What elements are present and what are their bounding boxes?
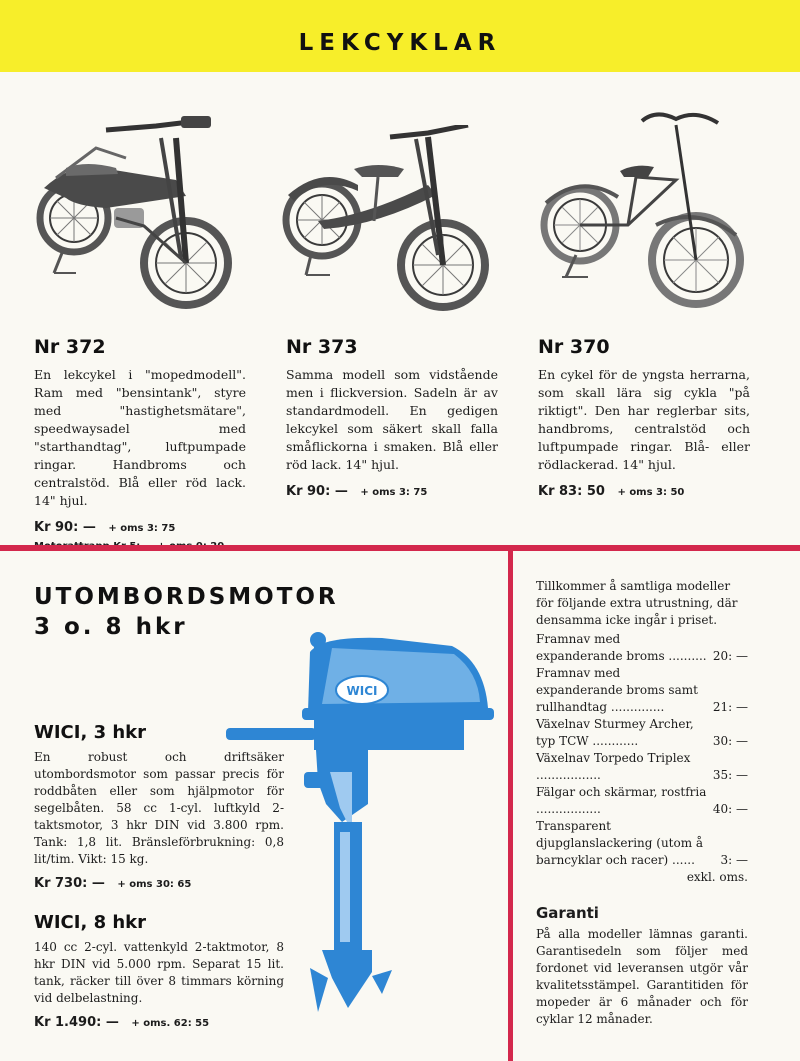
product-370	[538, 336, 750, 499]
bike-370-illustration	[536, 105, 751, 320]
extra-price: 30: —	[712, 734, 748, 748]
motor-title-line2: 3 o. 8 hkr	[34, 614, 188, 640]
product-price	[538, 484, 750, 499]
extra-name: Växelnav Sturmey Archer, typ TCW ............	[536, 717, 694, 748]
product-price	[34, 876, 284, 891]
guarantee-title: Garanti	[536, 904, 599, 922]
product-description: En cykel för de yngsta herrarna, som skall lära sig cykla "på riktigt". Den har reglerbar sits, handbroms, centralstöd och luftpumpade ringar. Blå- eller rödlackerad. 14" hjul.	[538, 367, 750, 472]
price-value: Kr 90: —	[34, 520, 96, 535]
product-description: Samma modell som vidstående men i flickversion. Sadeln är av standardmodell. En gedigen lekcykel som säkert skall falla småflickorna i smaken. Blå eller röd lack. 14" hjul.	[286, 367, 498, 472]
product-price	[34, 1015, 284, 1030]
motor-brand-label: WICI	[346, 684, 378, 698]
product-name: WICI, 3 hkr	[34, 722, 147, 743]
product-price	[286, 484, 498, 499]
motor-title-line1: UTOMBORDSMOTOR	[34, 584, 339, 610]
section-divider-vertical	[508, 551, 513, 1061]
product-wici-3	[34, 722, 284, 891]
list-item	[536, 716, 748, 750]
list-item	[536, 818, 748, 869]
header-banner	[0, 0, 800, 72]
extra-name: Framnav med expanderande broms samt rullhandtag ..............	[536, 666, 698, 714]
extras-price-list	[536, 578, 748, 886]
product-wici-8	[34, 912, 284, 1030]
product-number: Nr 370	[538, 336, 610, 358]
price-oms: + oms 3: 75	[108, 523, 176, 534]
product-number: Nr 372	[34, 336, 106, 358]
bike-372-illustration	[36, 108, 246, 323]
product-description: En lekcykel i "mopedmodell". Ram med "bensintank", styre med "hastighetsmätare", speedwaysadel med "starthandtag", luftpumpade ringar. Handbroms och centralstöd. Blå eller röd lack. 14" hjul.	[34, 367, 246, 508]
bike-373-illustration	[278, 125, 498, 315]
extra-price: 20: —	[712, 649, 748, 663]
product-number: Nr 373	[286, 336, 358, 358]
product-price	[34, 520, 246, 535]
section-divider-horizontal	[0, 545, 800, 551]
product-372	[34, 336, 246, 552]
extra-price: 40: —	[712, 802, 748, 816]
guarantee-text: På alla modeller lämnas garanti. Garantisedeln som följer med fordonet vid leveransen utgör vår kvalitetsstämpel. Garantitiden för mopeder är 6 månader och för cyklar 12 månader.	[536, 927, 748, 1026]
extra-price: 3: —	[720, 853, 748, 867]
price-value: Kr 1.490: —	[34, 1015, 119, 1030]
price-oms: + oms. 62: 55	[131, 1018, 210, 1029]
list-item	[536, 665, 748, 716]
price-value: Kr 83: 50	[538, 484, 605, 499]
product-373	[286, 336, 498, 499]
product-description: 140 cc 2-cyl. vattenkyld 2-taktmotor, 8 hkr DIN vid 5.000 rpm. Separat 15 lit. tank, räcker till över 8 timmars körning vid delbelastning.	[34, 940, 284, 1005]
extra-price: 21: —	[712, 700, 748, 714]
extras-note: exkl. oms.	[686, 870, 748, 884]
extra-name: Framnav med expanderande broms ..........	[536, 632, 707, 663]
guarantee-section	[536, 904, 748, 1028]
list-item	[536, 631, 748, 665]
extra-name: Växelnav Torpedo Triplex .................	[536, 751, 691, 782]
price-oms: + oms 3: 50	[617, 487, 685, 498]
extra-price: 35: —	[712, 768, 748, 782]
price-oms: + oms 30: 65	[117, 879, 192, 890]
product-description: En robust och driftsäker utombordsmotor som passar precis för roddbåten eller som hjälpmotor för segelbåten. 58 cc 1-cyl. luftkyld 2-taktsmotor, 3 hkr DIN vid 3.800 rpm. Tank: 1,8 lit. Bränsleförbrukning: 0,8 lit/tim. Vikt: 15 kg.	[34, 750, 284, 866]
extra-name: Transparent djupglanslackering (utom å barncyklar och racer) ......	[536, 819, 704, 867]
price-value: Kr 730: —	[34, 876, 105, 891]
list-item	[536, 784, 748, 818]
list-item	[536, 750, 748, 784]
price-oms: + oms 3: 75	[360, 487, 428, 498]
page-title: LEKCYKLAR	[298, 30, 502, 56]
price-value: Kr 90: —	[286, 484, 348, 499]
product-name: WICI, 8 hkr	[34, 912, 147, 933]
extra-name: Fälgar och skärmar, rostfria .................	[536, 785, 707, 816]
extras-intro: Tillkommer å samtliga modeller för följande extra utrustning, där densamma icke ingår i priset.	[536, 579, 738, 627]
